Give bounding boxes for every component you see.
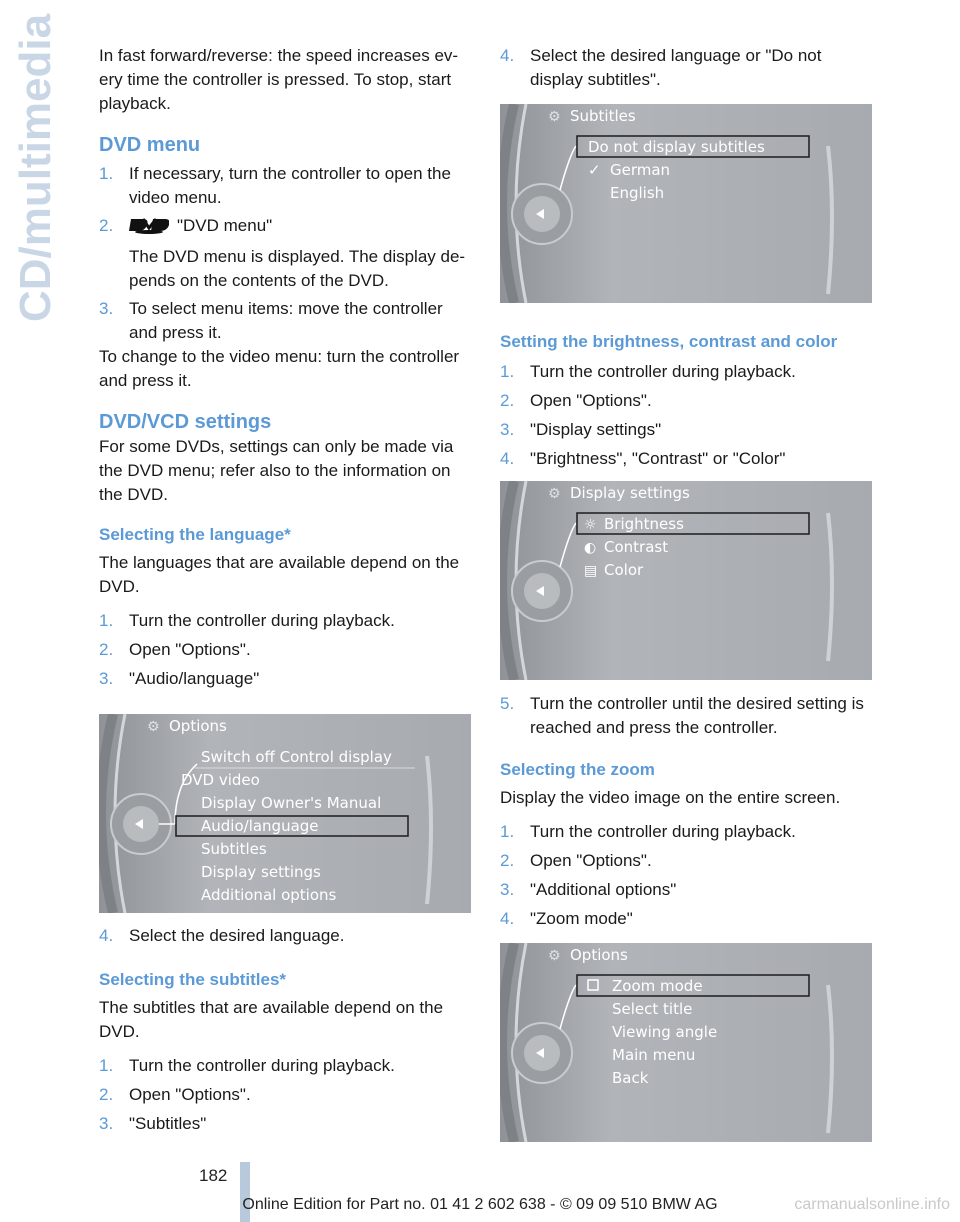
zoom-heading: Selecting the zoom — [500, 760, 655, 779]
list-item: 5. Turn the controller until the desired setting is reached and press the controller. — [500, 694, 864, 737]
subtitles-paragraph: The subtitles that are available depend on the DVD. — [99, 998, 444, 1041]
menu-item: Display Owner's Manual — [201, 794, 382, 812]
menu-item: Zoom mode — [612, 977, 703, 995]
right-column — [500, 44, 872, 92]
zoom-section — [500, 758, 872, 931]
menu-item: Display settings — [201, 863, 321, 881]
list-item: 1. Turn the controller during playback. — [99, 1056, 395, 1075]
screen-title: Options — [169, 717, 227, 735]
list-item: The DVD menu is displayed. The display depends on the contents of the DVD. — [129, 247, 466, 290]
language-heading: Selecting the language* — [99, 525, 291, 544]
dvd-settings-heading: DVD/VCD settings — [99, 411, 272, 433]
screen-title: Display settings — [570, 484, 690, 502]
menu-item: Audio/language — [201, 817, 319, 835]
watermark: carmanualsonline.info — [794, 1196, 950, 1213]
page-number: 182 — [199, 1166, 228, 1185]
zoom-options-screen — [500, 943, 872, 1142]
menu-item: English — [610, 184, 665, 202]
display-settings-screen — [500, 481, 872, 680]
language-paragraph: The languages that are available depend on the DVD. — [99, 553, 460, 596]
menu-item: Subtitles — [201, 840, 267, 858]
list-item: 4. "Zoom mode" — [500, 909, 633, 928]
brightness-heading: Setting the brightness, contrast and color — [500, 332, 838, 351]
menu-item: DVD video — [181, 771, 260, 789]
list-item: 2. Open "Options". — [500, 851, 652, 870]
list-item: 1. Turn the controller during playback. — [99, 611, 395, 630]
footer-edition: Online Edition for Part no. 01 41 2 602 638 - © 09 09 510 BMW AG — [242, 1196, 718, 1213]
list-item: 3. "Subtitles" — [99, 1114, 207, 1133]
screen-title: Subtitles — [570, 107, 636, 125]
brightness-step5 — [500, 692, 872, 740]
menu-item: Switch off Control display — [201, 748, 392, 766]
list-item: 1. Turn the controller during playback. — [500, 362, 796, 381]
options-gear-icon: ⚙ — [548, 948, 561, 964]
options-gear-icon: ⚙ — [548, 109, 561, 125]
color-icon: ▤ — [584, 563, 598, 579]
list-item: 4. Select the desired language. — [99, 926, 345, 945]
menu-item: Color — [604, 561, 644, 579]
list-item: 3. "Additional options" — [500, 880, 677, 899]
list-item: 1. If necessary, turn the controller to open the video menu. — [99, 164, 451, 207]
menu-item: Main menu — [612, 1046, 696, 1064]
options-gear-icon: ⚙ — [548, 486, 561, 502]
list-item: 4. "Brightness", "Contrast" or "Color" — [500, 449, 786, 468]
list-item: 1. Turn the controller during playback. — [500, 822, 796, 841]
dvd-settings-paragraph: For some DVDs, settings can only be made via the DVD menu; refer also to the information on the DVD. — [99, 437, 454, 504]
menu-item: Select title — [612, 1000, 693, 1018]
menu-item: Back — [612, 1069, 649, 1087]
list-item: 2. Open "Options". — [99, 640, 251, 659]
zoom-paragraph: Display the video image on the entire screen. — [500, 788, 841, 807]
list-item: 3. "Audio/language" — [99, 669, 260, 688]
options-screen-audio — [99, 714, 471, 913]
menu-item: Additional options — [201, 886, 337, 904]
menu-item: Contrast — [604, 538, 669, 556]
subtitles-screen — [500, 104, 872, 303]
check-icon: ✓ — [588, 161, 601, 179]
chapter-side-title — [0, 0, 60, 330]
intro-paragraph: In fast forward/reverse: the speed increases every time the controller is pressed. To stop, start playback. — [99, 46, 459, 113]
screen-title: Options — [570, 946, 628, 964]
list-item: 2. Open "Options". — [99, 1085, 251, 1104]
menu-item: German — [610, 161, 671, 179]
dvd-menu-note: To change to the video menu: turn the controller and press it. — [99, 347, 460, 390]
left-column — [99, 44, 472, 691]
list-item: 4. Select the desired language or "Do not display subtitles". — [500, 46, 822, 89]
list-item: 2. Open "Options". — [500, 391, 652, 410]
subtitles-heading: Selecting the subtitles* — [99, 970, 287, 989]
menu-item: Viewing angle — [612, 1023, 718, 1041]
brightness-section — [500, 330, 872, 471]
options-gear-icon: ⚙ — [147, 719, 160, 735]
contrast-icon: ◐ — [584, 540, 597, 556]
dvd-logo-icon — [129, 216, 169, 241]
list-item: 3. To select menu items: move the controller and press it. — [99, 299, 443, 342]
list-item: 2. "DVD menu" — [99, 214, 472, 241]
list-item: 3. "Display settings" — [500, 420, 662, 439]
dvd-menu-heading: DVD menu — [99, 134, 201, 156]
menu-item: Do not display subtitles — [588, 138, 765, 156]
menu-item: Brightness — [604, 515, 684, 533]
chapter-side-title-text: CD/multimedia — [11, 13, 60, 322]
left-column-lower — [99, 924, 472, 1136]
sun-icon: ☼ — [584, 517, 597, 533]
